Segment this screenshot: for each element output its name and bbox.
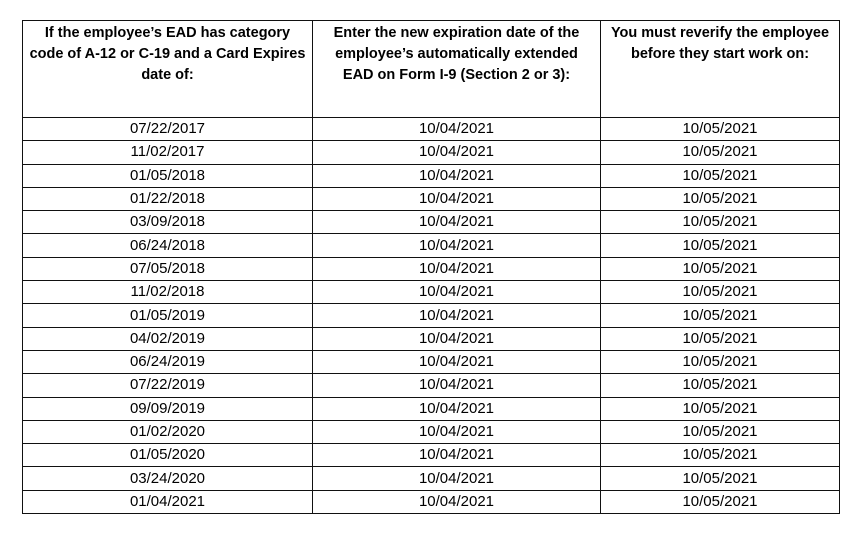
table-row [23, 141, 840, 164]
reverify-cell: 10/05/2021 [601, 444, 840, 467]
new-expiration-cell: 10/04/2021 [313, 350, 601, 373]
table-body [23, 118, 840, 514]
table-row [23, 374, 840, 397]
table-row [23, 444, 840, 467]
new-expiration-cell: 10/04/2021 [313, 257, 601, 280]
reverify-cell: 10/05/2021 [601, 118, 840, 141]
card-expires-cell: 01/05/2018 [23, 164, 313, 187]
card-expires-cell: 03/09/2018 [23, 211, 313, 234]
new-expiration-cell: 10/04/2021 [313, 490, 601, 513]
reverify-cell: 10/05/2021 [601, 420, 840, 443]
header-card-expires: If the employee’s EAD has category code of A-12 or C-19 and a Card Expires date of: [23, 21, 313, 118]
new-expiration-cell: 10/04/2021 [313, 211, 601, 234]
card-expires-cell: 04/02/2019 [23, 327, 313, 350]
table-header [23, 21, 840, 118]
card-expires-cell: 07/22/2019 [23, 374, 313, 397]
card-expires-cell: 01/05/2020 [23, 444, 313, 467]
table-row [23, 327, 840, 350]
new-expiration-cell: 10/04/2021 [313, 234, 601, 257]
card-expires-cell: 07/05/2018 [23, 257, 313, 280]
reverify-cell: 10/05/2021 [601, 187, 840, 210]
reverify-cell: 10/05/2021 [601, 304, 840, 327]
new-expiration-cell: 10/04/2021 [313, 281, 601, 304]
table-row [23, 234, 840, 257]
card-expires-cell: 03/24/2020 [23, 467, 313, 490]
ead-extension-table [22, 20, 840, 514]
header-row [23, 21, 840, 118]
card-expires-cell: 09/09/2019 [23, 397, 313, 420]
table-row [23, 304, 840, 327]
new-expiration-cell: 10/04/2021 [313, 397, 601, 420]
new-expiration-cell: 10/04/2021 [313, 444, 601, 467]
card-expires-cell: 07/22/2017 [23, 118, 313, 141]
reverify-cell: 10/05/2021 [601, 374, 840, 397]
card-expires-cell: 06/24/2019 [23, 350, 313, 373]
reverify-cell: 10/05/2021 [601, 164, 840, 187]
reverify-cell: 10/05/2021 [601, 350, 840, 373]
card-expires-cell: 06/24/2018 [23, 234, 313, 257]
reverify-cell: 10/05/2021 [601, 234, 840, 257]
header-new-expiration: Enter the new expiration date of the employee’s automatically extended EAD on Form I-9 (Section 2 or 3): [313, 21, 601, 118]
reverify-cell: 10/05/2021 [601, 211, 840, 234]
table-row [23, 211, 840, 234]
reverify-cell: 10/05/2021 [601, 467, 840, 490]
new-expiration-cell: 10/04/2021 [313, 304, 601, 327]
table-row [23, 490, 840, 513]
table-row [23, 187, 840, 210]
new-expiration-cell: 10/04/2021 [313, 141, 601, 164]
reverify-cell: 10/05/2021 [601, 490, 840, 513]
new-expiration-cell: 10/04/2021 [313, 164, 601, 187]
reverify-cell: 10/05/2021 [601, 327, 840, 350]
table-row [23, 118, 840, 141]
table-row [23, 350, 840, 373]
table-row [23, 420, 840, 443]
reverify-cell: 10/05/2021 [601, 141, 840, 164]
table-row [23, 467, 840, 490]
new-expiration-cell: 10/04/2021 [313, 374, 601, 397]
new-expiration-cell: 10/04/2021 [313, 420, 601, 443]
card-expires-cell: 01/05/2019 [23, 304, 313, 327]
card-expires-cell: 01/02/2020 [23, 420, 313, 443]
new-expiration-cell: 10/04/2021 [313, 187, 601, 210]
reverify-cell: 10/05/2021 [601, 397, 840, 420]
card-expires-cell: 01/04/2021 [23, 490, 313, 513]
table-row [23, 164, 840, 187]
new-expiration-cell: 10/04/2021 [313, 327, 601, 350]
reverify-cell: 10/05/2021 [601, 257, 840, 280]
reverify-cell: 10/05/2021 [601, 281, 840, 304]
table-row [23, 397, 840, 420]
header-reverify-date: You must reverify the employee before they start work on: [601, 21, 840, 118]
card-expires-cell: 11/02/2018 [23, 281, 313, 304]
table-row [23, 281, 840, 304]
new-expiration-cell: 10/04/2021 [313, 467, 601, 490]
card-expires-cell: 11/02/2017 [23, 141, 313, 164]
table-row [23, 257, 840, 280]
card-expires-cell: 01/22/2018 [23, 187, 313, 210]
new-expiration-cell: 10/04/2021 [313, 118, 601, 141]
